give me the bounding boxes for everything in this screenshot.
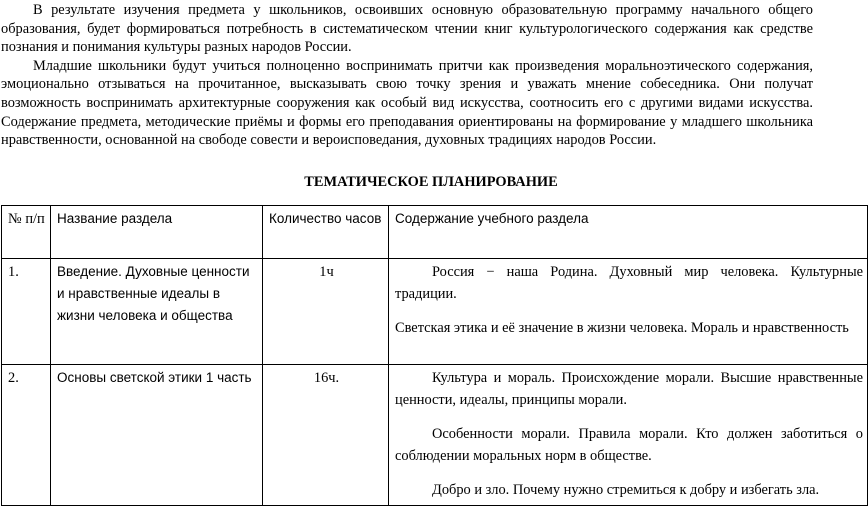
row-num: 1.: [2, 259, 51, 365]
table-row: [2, 365, 868, 506]
row-content: [389, 259, 868, 365]
header-section: Название раздела: [51, 206, 263, 259]
table-row: [2, 259, 868, 365]
row-section: Введение. Духовные ценности и нравственные идеалы в жизни человека и общества: [51, 259, 263, 365]
intro-paragraph-2: Младшие школьники будут учиться полноценно воспринимать притчи как произведения моральноэтического содержания, эмоционально отзываться на прочитанное, высказывать свою точку зрения и уважать мнение собеседника. Они получат возможность воспринимать архитектурные сооружения как особый вид искусства, соотносить его с другими видами искусства. Содержание предмета, методические приёмы и формы его преподавания ориентированы на формирование у младшего школьника нравственности, основанной на свободе совести и вероисповедания, духовных традициях народов России.: [1, 57, 813, 149]
header-hours: Количество часов: [263, 206, 389, 259]
row-section: Основы светской этики 1 часть: [51, 365, 263, 506]
intro-paragraph-1: В результате изучения предмета у школьников, освоивших основную образовательную программу начального общего образования, будет формироваться потребность в систематическом чтении книг культурологического содержания как средстве познания и понимания культуры разных народов России.: [1, 2, 813, 56]
content-paragraph: Добро и зло. Почему нужно стремиться к добру и избегать зла.: [432, 482, 820, 498]
section-heading: ТЕМАТИЧЕСКОЕ ПЛАНИРОВАНИЕ: [304, 174, 558, 190]
content-paragraph: Россия − наша Родина. Духовный мир человека. Культурные традиции.: [395, 264, 863, 302]
row-hours: 1ч: [263, 259, 389, 365]
intro-text: [1, 1, 813, 150]
row-num: 2.: [2, 365, 51, 506]
planning-table: [1, 205, 868, 506]
row-hours: 16ч.: [263, 365, 389, 506]
row-content: [389, 365, 868, 506]
table-header-row: [2, 206, 868, 259]
header-num: № п/п: [2, 206, 51, 259]
content-paragraph: Культура и мораль. Происхождение морали. Высшие нравственные ценности, идеалы, принципы морали.: [395, 370, 863, 408]
content-paragraph: Светская этика и её значение в жизни человека. Мораль и нравственность: [395, 320, 849, 336]
content-paragraph: Особенности морали. Правила морали. Кто должен заботиться о соблюдении моральных норм в обществе.: [395, 426, 863, 464]
header-content: Содержание учебного раздела: [389, 206, 868, 259]
